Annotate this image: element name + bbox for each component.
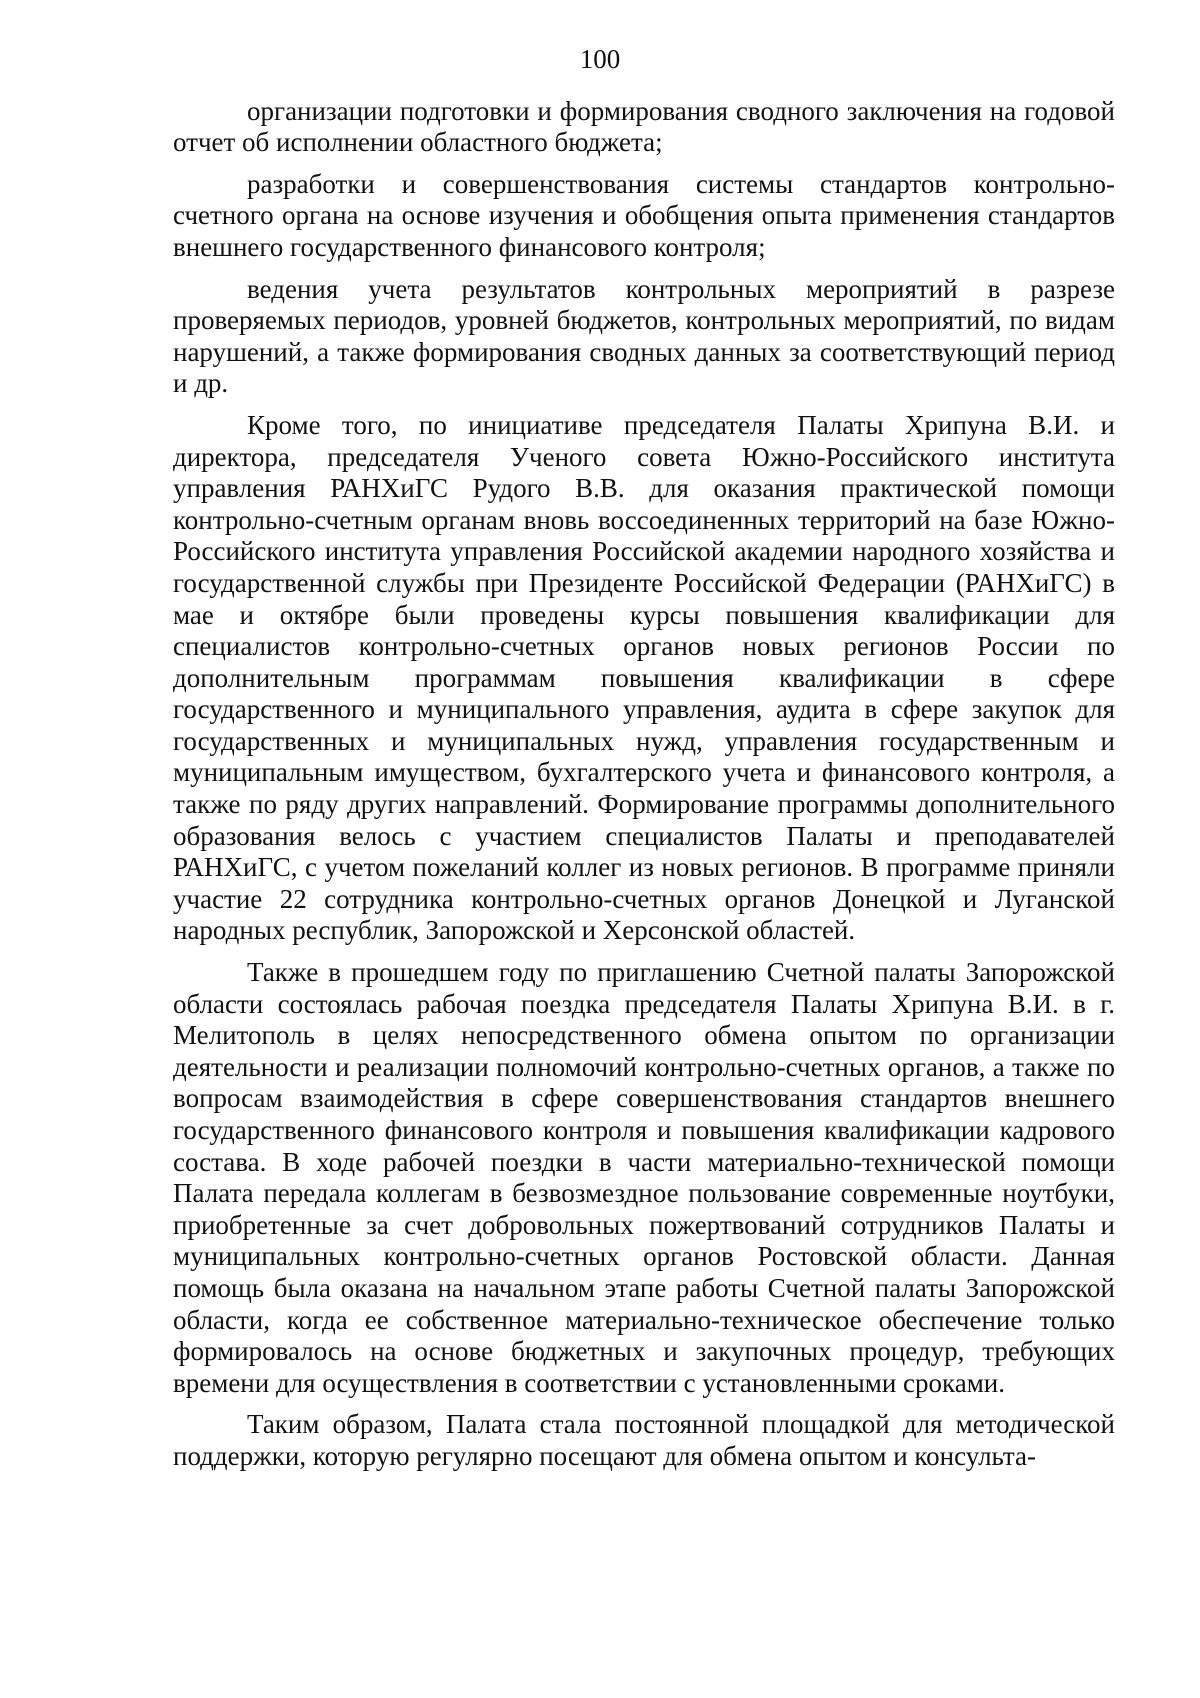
paragraph-6: Таким образом, Палата стала постоянной площадкой для методической поддержки, которую регулярно посещают для обмена опытом и консульта- [173, 1409, 1115, 1471]
paragraph-3: ведения учета результатов контрольных мероприятий в разрезе проверяемых периодов, уровней бюджетов, контрольных мероприятий, по видам нарушений, а также формирования сводных данных за соответствующий период и др. [173, 273, 1115, 399]
page-number: 100 [579, 44, 621, 74]
paragraph-5: Также в прошедшем году по приглашению Счетной палаты Запорожской области состоялась рабочая поездка председателя Палаты Хрипуна В.И. в г. Мелитополь в целях непосредственного обмена опытом по организации деятельности и реализации полномочий контрольно-счетных органов, а также по вопросам взаимодействия в сфере совершенствования стандартов внешнего государственного финансового контроля и повышения квалификации кадрового состава. В ходе рабочей поездки в части материально-технической помощи Палата передала коллегам в безвозмездное пользование современные ноутбуки, приобретенные за счет добровольных пожертвований сотрудников Палаты и муниципальных контрольно-счетных органов Ростовской области. Данная помощь была оказана на начальном этапе работы Счетной палаты Запорожской области, когда ее собственное материально-техническое обеспечение только формировалось на основе бюджетных и закупочных процедур, требующих времени для осуществления в соответствии с установленными сроками. [173, 957, 1115, 1398]
paragraph-1: организации подготовки и формирования сводного заключения на годовой отчет об исполнении областного бюджета; [173, 95, 1115, 158]
paragraph-2: разработки и совершенствования системы стандартов контрольно-счетного органа на основе изучения и обобщения опыта применения стандартов внешнего государственного финансового контроля; [173, 168, 1115, 262]
paragraph-4: Кроме того, по инициативе председателя Палаты Хрипуна В.И. и директора, председателя Ученого совета Южно-Российского института управления РАНХиГС Рудого В.В. для оказания практической помощи контрольно-счетным органам вновь воссоединенных территорий на базе Южно-Российского института управления Российской академии народного хозяйства и государственной службы при Президенте Российской Федерации (РАНХиГС) в мае и октябре были проведены курсы повышения квалификации для специалистов контрольно-счетных органов новых регионов России по дополнительным программам повышения квалификации в сфере государственного и муниципального управления, аудита в сфере закупок для государственных и муниципальных нужд, управления государственным и муниципальным имуществом, бухгалтерского учета и финансового контроля, а также по ряду других направлений. Формирование программы дополнительного образования велось с участием специалистов Палаты и преподавателей РАНХиГС, с учетом пожеланий коллег из новых регионов. В программе приняли участие 22 сотрудника контрольно-счетных органов Донецкой и Луганской народных республик, Запорожской и Херсонской областей. [173, 409, 1115, 946]
